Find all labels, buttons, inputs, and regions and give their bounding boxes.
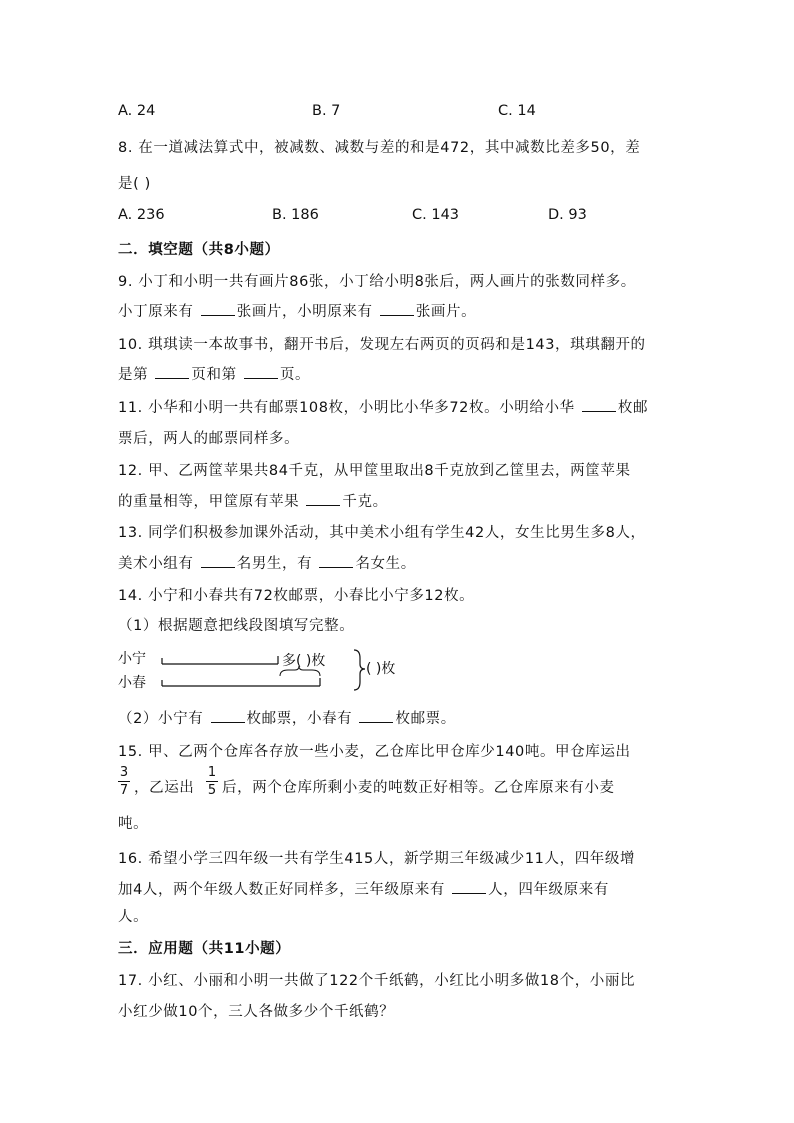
q12-blank-1[interactable] xyxy=(306,493,340,506)
q11-text-b: 枚邮 xyxy=(617,400,649,416)
q10-text-a: 是第 xyxy=(118,367,154,383)
q16-text-a: 加4人，两个年级人数正好同样多，三年级原来有 xyxy=(118,882,451,898)
q15-frac2-denominator: 5 xyxy=(207,783,217,798)
q9-text-b: 张画片，小明原来有 xyxy=(236,304,378,320)
q16-line1: 16. 希望小学三四年级一共有学生415人，新学期三年级减少11人，四年级增 xyxy=(118,851,636,867)
q13-blank-2[interactable] xyxy=(319,555,353,568)
q7-option-a: A. 24 xyxy=(118,103,156,119)
q7-option-b: B. 7 xyxy=(312,103,341,119)
q16-line2 xyxy=(118,878,609,899)
q14-part2 xyxy=(118,707,456,728)
q15-fraction-2 xyxy=(206,765,218,798)
q13-blank-1[interactable] xyxy=(201,555,235,568)
q15-rest: 后，两个仓库所剩小麦的吨数正好相等。乙仓库原来有小麦 xyxy=(222,780,615,796)
q14-text-c: 枚邮票。 xyxy=(395,711,456,727)
q10-line1: 10. 琪琪读一本故事书，翻开书后，发现左右两页的页码和是143，琪琪翻开的 xyxy=(118,337,646,353)
q10-line2 xyxy=(118,363,310,384)
q14-line1: 14. 小宁和小春共有72枚邮票，小春比小宁多12枚。 xyxy=(118,588,475,604)
q8-line1: 8. 在一道减法算式中，被减数、减数与差的和是472，其中减数比差多50，差 xyxy=(118,140,641,156)
q15-frac2-numerator: 1 xyxy=(207,765,217,780)
q14-blank-2[interactable] xyxy=(359,710,393,723)
q15-frac1-denominator: 7 xyxy=(119,783,129,798)
q15-line1: 15. 甲、乙两个仓库各存放一些小麦，乙仓库比甲仓库少140吨。甲仓库运出 xyxy=(118,744,631,760)
q8-option-a: A. 236 xyxy=(118,207,165,223)
q17-line2: 小红少做10个，三人各做多少个千纸鹤？ xyxy=(118,1004,395,1020)
diagram-total-label: ( )枚 xyxy=(366,661,396,677)
diagram-label-xiaochun: 小春 xyxy=(118,675,146,691)
q14-text-b: 枚邮票，小春有 xyxy=(246,711,358,727)
q8-option-d: D. 93 xyxy=(548,207,587,223)
q12-line1: 12. 甲、乙两筐苹果共84千克，从甲筐里取出8千克放到乙筐里去，两筐苹果 xyxy=(118,463,631,479)
q7-option-c: C. 14 xyxy=(498,103,536,119)
q15-line3: 吨。 xyxy=(118,816,149,832)
segment-diagram xyxy=(118,646,438,692)
q14-text-a: （2）小宁有 xyxy=(118,711,209,727)
q13-text-a: 美术小组有 xyxy=(118,556,199,572)
q8-line2: 是( ) xyxy=(118,176,151,192)
q15-frac1-numerator: 3 xyxy=(119,765,129,780)
diagram-label-xiaoning: 小宁 xyxy=(118,651,146,667)
q14-part1: （1）根据题意把线段图填写完整。 xyxy=(118,618,355,634)
section-2-heading: 二．填空题（共8小题） xyxy=(118,242,280,258)
q13-line1: 13. 同学们积极参加课外活动，其中美术小组有学生42人，女生比男生多8人， xyxy=(118,525,646,541)
diagram-more-label: 多( )枚 xyxy=(282,653,326,669)
q9-text-a: 小丁原来有 xyxy=(118,304,199,320)
q9-text-c: 张画片。 xyxy=(415,304,477,320)
q16-line3: 人。 xyxy=(118,909,149,925)
q12-text-a: 的重量相等，甲筐原有苹果 xyxy=(118,494,305,510)
q10-text-b: 页和第 xyxy=(191,367,242,383)
q11-text-a: 11. 小华和小明一共有邮票108枚，小明比小华多72枚。小明给小华 xyxy=(118,400,580,416)
q12-line2 xyxy=(118,490,388,511)
section-3-heading: 三．应用题（共11小题） xyxy=(118,941,291,957)
q16-blank-1[interactable] xyxy=(452,881,486,894)
q13-text-b: 名男生，有 xyxy=(236,556,318,572)
q15-fraction-1 xyxy=(118,765,130,798)
q10-blank-1[interactable] xyxy=(155,366,189,379)
q15-mid: ，乙运出 xyxy=(134,780,195,796)
q13-line2 xyxy=(118,552,416,573)
q9-blank-1[interactable] xyxy=(201,303,235,316)
q9-line2 xyxy=(118,300,476,321)
q12-text-b: 千克。 xyxy=(342,494,388,510)
q10-text-c: 页。 xyxy=(279,367,311,383)
q16-text-b: 人，四年级原来有 xyxy=(488,882,609,898)
q8-option-c: C. 143 xyxy=(412,207,460,223)
q11-line1 xyxy=(118,396,648,417)
q10-blank-2[interactable] xyxy=(244,366,278,379)
q14-blank-1[interactable] xyxy=(211,710,245,723)
q13-text-c: 名女生。 xyxy=(355,556,416,572)
q11-line2: 票后，两人的邮票同样多。 xyxy=(118,431,300,447)
q17-line1: 17. 小红、小丽和小明一共做了122个千纸鹤，小红比小明多做18个，小丽比 xyxy=(118,973,636,989)
q11-blank-1[interactable] xyxy=(582,399,616,412)
q8-option-b: B. 186 xyxy=(272,207,319,223)
q9-blank-2[interactable] xyxy=(380,303,414,316)
q9-line1: 9. 小丁和小明一共有画片86张，小丁给小明8张后，两人画片的张数同样多。 xyxy=(118,274,636,290)
